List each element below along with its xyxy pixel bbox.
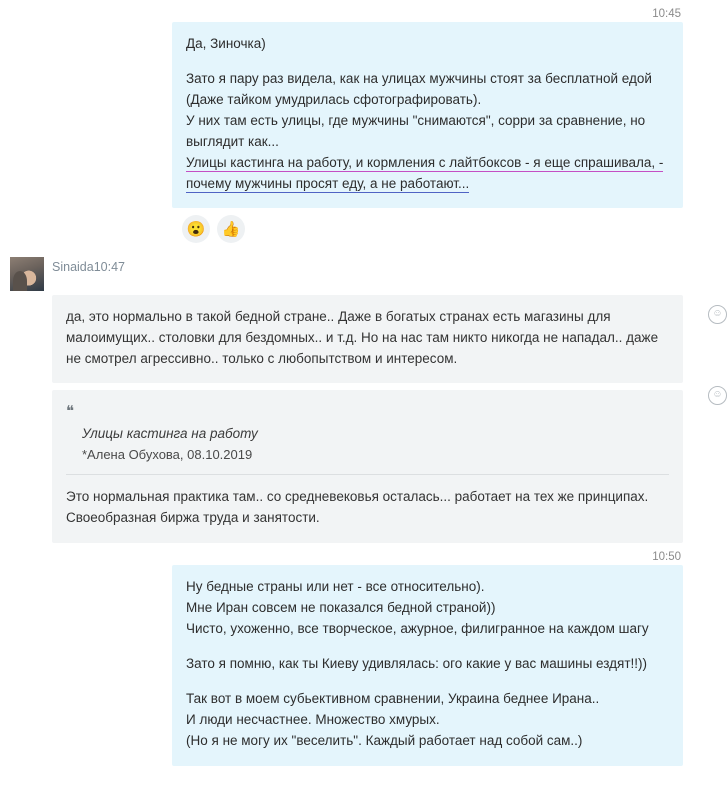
astonished-face-reaction[interactable]: 😮 bbox=[182, 215, 210, 243]
message-line: Зато я помню, как ты Киеву удивлялась: ого какие у вас машины ездят!!)) bbox=[186, 655, 648, 671]
message-incoming-1047 bbox=[0, 243, 723, 543]
message-line-highlighted bbox=[186, 153, 669, 195]
underlined-text-blue: почему мужчины просят еду, а не работают... bbox=[186, 175, 470, 191]
spacer bbox=[186, 640, 669, 654]
message-line: Чисто, ухоженно, все творческое, ажурное, филигранное на каждом шагу bbox=[186, 620, 649, 636]
quote-icon: ❝ bbox=[66, 403, 74, 421]
message-reactions bbox=[0, 208, 693, 243]
message-line: И люди несчастнее. Множество хмурых. bbox=[186, 711, 440, 727]
message-line: У них там есть улицы, где мужчины "снимаются", сорри за сравнение, но выглядит как... bbox=[186, 112, 646, 149]
spacer bbox=[186, 675, 669, 689]
message-line: Мне Иран совсем не показался бедной страной)) bbox=[186, 599, 496, 615]
message-timestamp: 10:47 bbox=[93, 260, 125, 275]
message-line: (Но я не могу их "веселить". Каждый работает над собой сам..) bbox=[186, 732, 583, 748]
message-bubble[interactable] bbox=[172, 565, 683, 765]
avatar-image-detail bbox=[13, 271, 27, 291]
message-line: Так вот в моем субьективном сравнении, Украина беднее Ирана.. bbox=[186, 690, 600, 706]
add-reaction-button-2[interactable]: ☺ bbox=[708, 386, 727, 405]
message-line: Да, Зиночка) bbox=[186, 36, 266, 51]
quote-text: Это нормальная практика там.. со средневековья осталась... работает на тех же принципах. Своеобразная биржа труда и занятости. bbox=[66, 489, 649, 526]
message-text: да, это нормально в такой бедной стране.. Даже в богатых странах есть магазины для малоимущих.. столовки для бездомных.. и т.д. Но на нас там никто никогда не нападал.. даже не смотрел агрессивно.. только с любопытством и интересом. bbox=[66, 309, 659, 367]
sender-name: Sinaida bbox=[52, 260, 94, 275]
message-line: Зато я пару раз видела, как на улицах мужчины стоят за бесплатной едой (Даже тайком умудрилась сфотографировать). bbox=[186, 70, 652, 107]
message-outgoing-1050 bbox=[0, 543, 693, 765]
avatar[interactable] bbox=[10, 257, 44, 291]
message-bubble[interactable] bbox=[172, 22, 683, 208]
quote-source: *Алена Обухова, 08.10.2019 bbox=[82, 447, 253, 463]
quote-title: Улицы кастинга на работу bbox=[82, 426, 258, 442]
message-bubble[interactable] bbox=[52, 295, 723, 383]
underlined-text-pink: Улицы кастинга на работу, и кормления с лайтбоксов - я еще спрашивала, - bbox=[186, 154, 664, 170]
message-outgoing-1045 bbox=[0, 0, 693, 243]
spacer bbox=[186, 55, 669, 69]
message-line: Ну бедные страны или нет - все относительно). bbox=[186, 579, 485, 595]
quoted-message-card[interactable] bbox=[52, 389, 723, 543]
thumbs-up-reaction[interactable]: 👍 bbox=[217, 215, 245, 243]
add-reaction-button-1[interactable]: ☺ bbox=[708, 305, 727, 324]
message-timestamp: 10:45 bbox=[652, 8, 681, 20]
divider bbox=[66, 474, 669, 475]
message-timestamp: 10:50 bbox=[652, 551, 681, 564]
